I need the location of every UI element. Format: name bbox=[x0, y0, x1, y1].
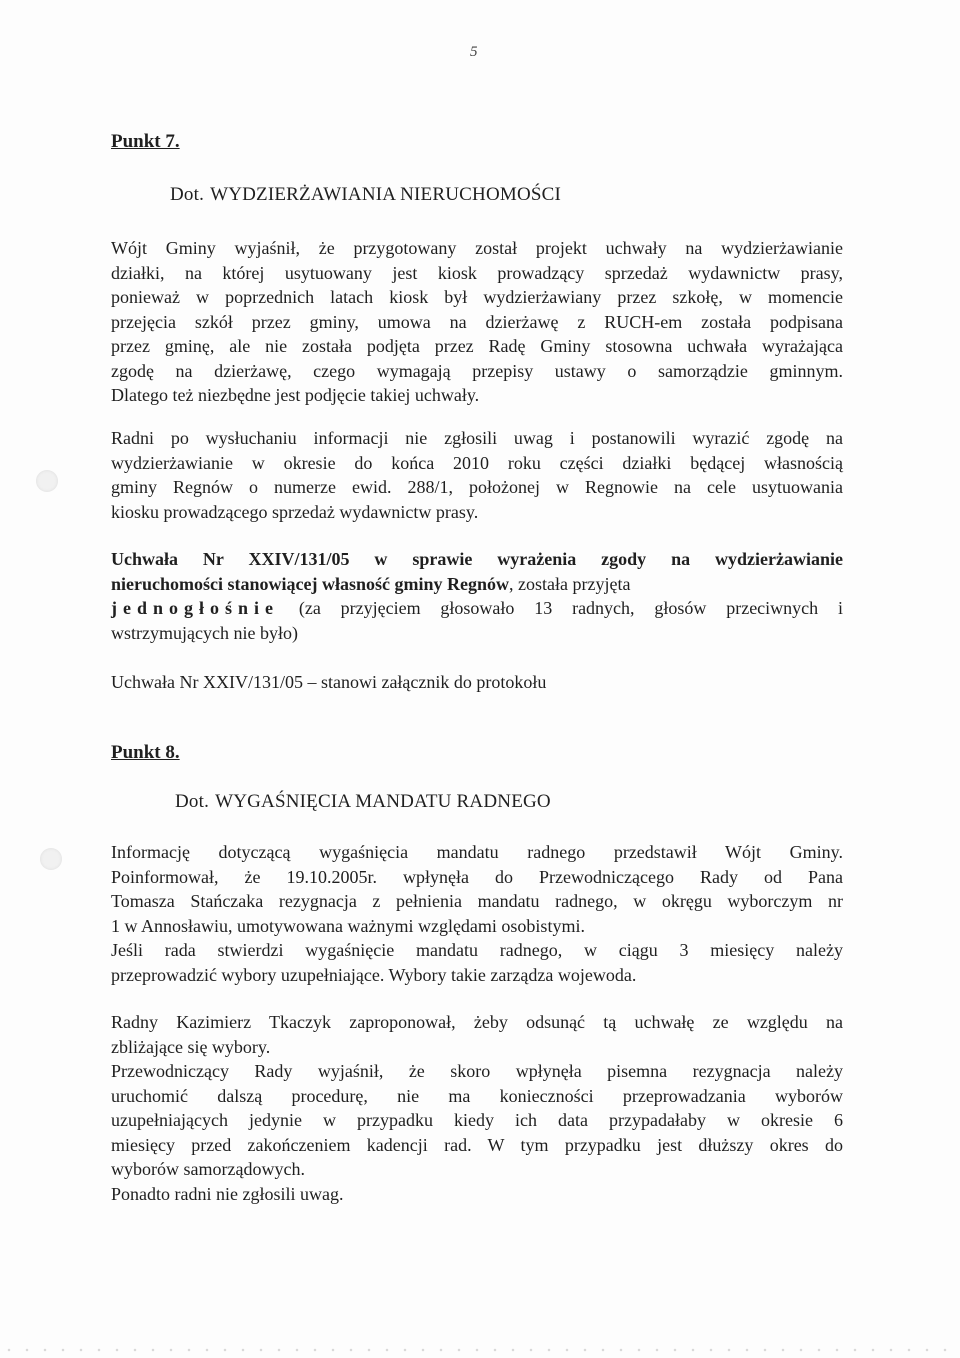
paragraph-council-decision bbox=[111, 426, 843, 524]
text-line: Uchwała Nr XXIV/131/05 – stanowi załącznik do protokołu bbox=[111, 672, 547, 692]
text-line: kiosku prowadzącego sprzedaż wydawnictw prasy. bbox=[111, 501, 479, 522]
text-line: Przewodniczący Rady wyjaśnił, że skoro wpłynęła pisemna rezygnacja należy bbox=[111, 1061, 843, 1081]
paragraph-mandate-expiry bbox=[111, 840, 843, 987]
resolution-adopted-text: , została przyjęta bbox=[509, 573, 631, 594]
text-line: 1 w Annosławiu, umotywowana ważnymi względami osobistymi. bbox=[111, 915, 585, 936]
punch-hole-mark bbox=[36, 470, 58, 492]
resolution-unanimous: jednogłośnie bbox=[111, 598, 280, 618]
section-title-prefix: Dot. bbox=[170, 184, 205, 205]
text-line: Tomasza Stańczaka rezygnacja z pełnienia mandatu radnego, w okręgu wyborczym nr bbox=[111, 891, 843, 911]
text-line: wydzierżawianie w okresie do końca 2010 roku części działki będącej własnością bbox=[111, 452, 843, 473]
resolution-title-line: Uchwała Nr XXIV/131/05 w sprawie wyrażenia zgody na wydzierżawianie bbox=[111, 549, 843, 569]
text-line: gminy Regnów o numerze ewid. 288/1, położonej w Regnowie na cele usytuowania bbox=[111, 477, 843, 497]
text-line bbox=[111, 596, 843, 621]
text-line bbox=[111, 572, 843, 597]
text-line: Informację dotyczącą wygaśnięcia mandatu radnego przedstawił Wójt Gminy. bbox=[111, 842, 843, 862]
paragraph-project-explanation bbox=[111, 236, 843, 408]
paragraph-discussion bbox=[111, 1010, 843, 1206]
paragraph-attachment-note bbox=[111, 670, 843, 695]
text-line: Ponadto radni nie zgłosili uwag. bbox=[111, 1183, 344, 1204]
text-line: przeprowadzić wybory uzupełniające. Wybory takie zarządza wojewoda. bbox=[111, 964, 637, 985]
text-line: zbliżające się wybory. bbox=[111, 1036, 271, 1057]
text-line: Dlatego też niezbędne jest podjęcie takiej uchwały. bbox=[111, 385, 480, 405]
text-line: Jeśli rada stwierdzi wygaśnięcie mandatu radnego, w ciągu 3 miesięcy należy bbox=[111, 940, 843, 960]
text-line: uzupełniających jedynie w przypadku kiedy ich data przypadałaby w okresie 6 bbox=[111, 1110, 843, 1130]
text-line: przez gminę, ale nie została podjęta przez Radę Gminy stosowna uchwała wyrażająca bbox=[111, 336, 843, 356]
text-line: Poinformował, że 19.10.2005r. wpłynęła do Przewodniczącego Rady od Pana bbox=[111, 866, 843, 887]
paragraph-resolution bbox=[111, 547, 843, 645]
section-label-punkt-8: Punkt 8. bbox=[111, 742, 180, 763]
text-line: uruchomić dalszą procedurę, nie ma konieczności przeprowadzania wyborów bbox=[111, 1085, 843, 1106]
text-line: wstrzymujących nie było) bbox=[111, 622, 298, 643]
section-title-punkt-8 bbox=[175, 791, 551, 813]
scan-edge-dots bbox=[0, 1348, 960, 1352]
section-title-punkt-7 bbox=[170, 184, 561, 206]
resolution-title-continuation: nieruchomości stanowiącej własność gminy Regnów bbox=[111, 573, 509, 594]
section-title-prefix: Dot. bbox=[175, 791, 210, 812]
text-line: miesięcy przed zakończeniem kadencji rad. W tym przypadku jest dłuższy okres do bbox=[111, 1134, 843, 1155]
text-line: przejęcia szkół przez gminy, umowa na dzierżawę z RUCH-em została podpisana bbox=[111, 311, 843, 332]
text-line: wyborów samorządowych. bbox=[111, 1159, 305, 1179]
section-title-text: WYGAŚNIĘCIA MANDATU RADNEGO bbox=[215, 791, 551, 812]
text-line: Radni po wysłuchaniu informacji nie zgłosili uwag i postanowili wyrazić zgodę na bbox=[111, 428, 843, 448]
vote-details: (za przyjęciem głosowało 13 radnych, głosów przeciwnych i bbox=[298, 598, 843, 618]
text-line: działki, na której usytuowany jest kiosk prowadzący sprzedaż wydawnictw prasy, bbox=[111, 262, 843, 283]
text-line: ponieważ w poprzednich latach kiosk był wydzierżawiany przez szkołę, w momencie bbox=[111, 287, 843, 307]
section-title-text: WYDZIERŻAWIANIA NIERUCHOMOŚCI bbox=[210, 184, 562, 205]
text-line: zgodę na dzierżawę, czego wymagają przepisy ustawy o samorządzie gminnym. bbox=[111, 360, 843, 381]
text-line: Wójt Gminy wyjaśnił, że przygotowany został projekt uchwały na wydzierżawianie bbox=[111, 238, 843, 258]
punch-hole-mark bbox=[40, 848, 62, 870]
text-line: Radny Kazimierz Tkaczyk zaproponował, żeby odsunąć tą uchwałę ze względu na bbox=[111, 1012, 843, 1032]
section-label-punkt-7: Punkt 7. bbox=[111, 131, 180, 152]
page-number: 5 bbox=[470, 44, 478, 60]
